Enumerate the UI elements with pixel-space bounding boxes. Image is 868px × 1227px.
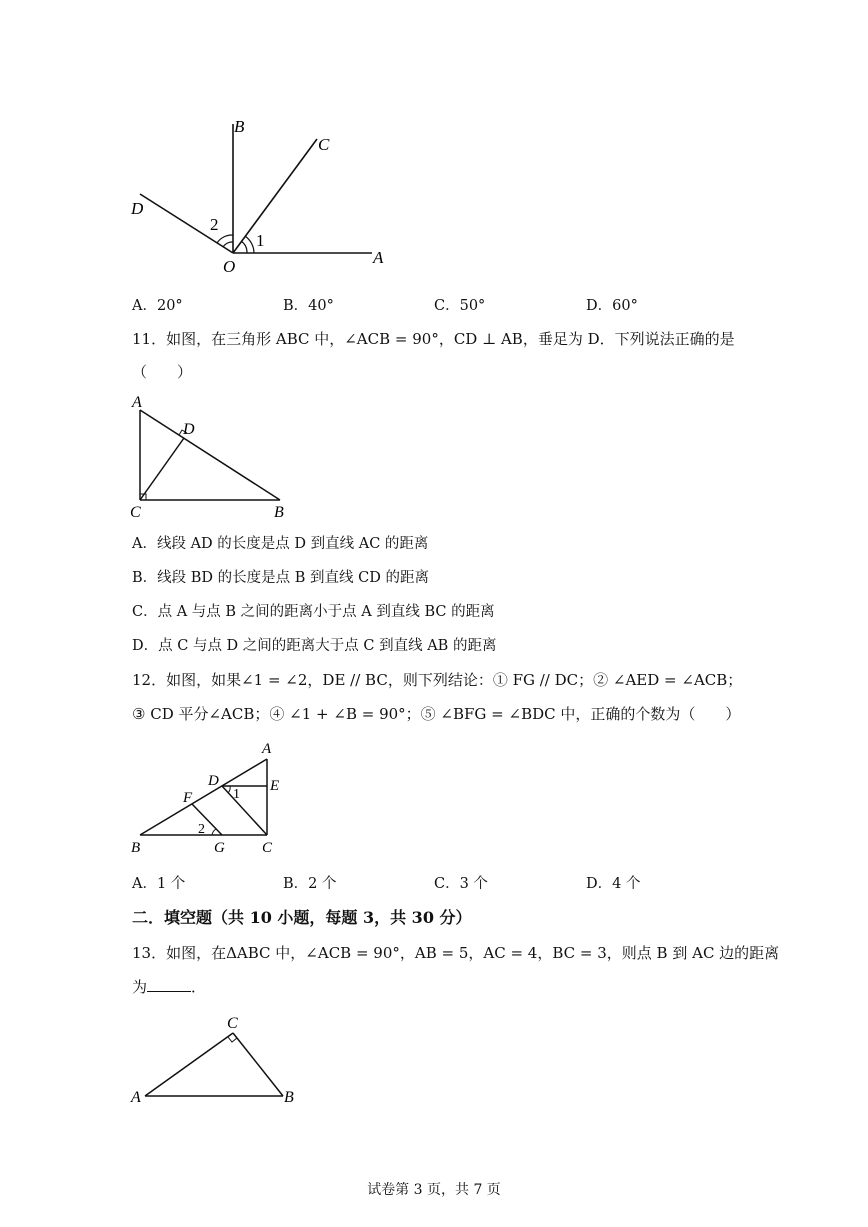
label-angle-2: 2 xyxy=(198,822,205,837)
answer-blank[interactable] xyxy=(147,977,191,992)
side-cb xyxy=(233,1033,283,1096)
angle-2-arc xyxy=(212,829,216,835)
label-d: D xyxy=(208,773,219,789)
label-b: B xyxy=(131,840,141,856)
right-angle-mark-c xyxy=(228,1037,237,1042)
altitude-cd xyxy=(140,438,184,500)
label-e: E xyxy=(270,778,280,794)
q10-angle-figure xyxy=(120,110,410,280)
q13-prefix: 为 xyxy=(132,978,148,996)
label-c: C xyxy=(318,135,330,154)
label-c: C xyxy=(130,504,141,521)
q11-stem-line2: （ ） xyxy=(132,363,193,381)
label-b: B xyxy=(234,117,245,136)
label-d: D xyxy=(183,421,195,438)
q11-option-a[interactable]: A．线段 AD 的长度是点 D 到直线 AC 的距离 xyxy=(132,536,429,552)
q10-option-c[interactable]: C．50° xyxy=(434,298,486,314)
q13-triangle-figure xyxy=(120,1010,310,1110)
q10-option-d[interactable]: D．60° xyxy=(586,298,638,314)
label-c: C xyxy=(227,1015,238,1032)
angle-1-arc xyxy=(228,786,230,793)
q12-triangle-figure xyxy=(120,735,300,860)
q11-option-b[interactable]: B．线段 BD 的长度是点 B 到直线 CD 的距离 xyxy=(132,570,429,586)
angle-1-arc xyxy=(241,241,247,253)
segment-fg xyxy=(192,804,222,835)
segment-dc xyxy=(222,786,267,835)
q12-option-c[interactable]: C．3 个 xyxy=(434,876,488,892)
side-ab xyxy=(140,410,280,500)
q12-option-a[interactable]: A．1 个 xyxy=(132,876,186,892)
label-d: D xyxy=(131,199,144,218)
q13-suffix: ． xyxy=(191,978,207,996)
q13-stem-line2 xyxy=(132,977,206,997)
side-ac xyxy=(145,1033,233,1096)
label-b: B xyxy=(274,504,284,521)
q12-stem-line1: 12．如图，如果∠1 = ∠2，DE // BC，则下列结论：① FG // DC；② ∠AED = ∠ACB； xyxy=(132,671,743,689)
label-o: O xyxy=(223,257,236,276)
q12-stem-line2: ③ CD 平分∠ACB；④ ∠1 + ∠B = 90°；⑤ ∠BFG = ∠BDC 中，正确的个数为（ ） xyxy=(132,705,741,723)
ray-od xyxy=(140,194,233,253)
q11-stem-line1: 11．如图，在三角形 ABC 中，∠ACB = 90°，CD ⊥ AB，垂足为 D．下列说法正确的是 xyxy=(132,330,735,348)
label-b: B xyxy=(284,1089,294,1106)
angle-2-arc-inner xyxy=(223,242,233,247)
q12-option-d[interactable]: D．4 个 xyxy=(586,876,641,892)
label-a: A xyxy=(132,394,142,411)
label-a: A xyxy=(131,1089,141,1106)
q10-option-b[interactable]: B．40° xyxy=(283,298,334,314)
q13-stem-line1: 13．如图，在ΔABC 中，∠ACB = 90°，AB = 5，AC = 4，BC = 3，则点 B 到 AC 边的距离 xyxy=(132,944,780,962)
label-g: G xyxy=(214,840,225,856)
label-angle-1: 1 xyxy=(233,787,240,802)
q12-option-b[interactable]: B．2 个 xyxy=(283,876,337,892)
section-heading: 二．填空题（共 10 小题，每题 3，共 30 分） xyxy=(132,908,472,927)
label-a: A xyxy=(373,248,384,267)
label-angle-2: 2 xyxy=(210,215,219,234)
q11-triangle-figure xyxy=(120,390,300,525)
label-f: F xyxy=(183,790,193,806)
q11-option-d[interactable]: D．点 C 与点 D 之间的距离大于点 C 到直线 AB 的距离 xyxy=(132,638,497,654)
q11-option-c[interactable]: C．点 A 与点 B 之间的距离小于点 A 到直线 BC 的距离 xyxy=(132,604,495,620)
q10-option-a[interactable]: A．20° xyxy=(132,298,183,314)
label-angle-1: 1 xyxy=(256,231,265,250)
label-c: C xyxy=(262,840,273,856)
label-a: A xyxy=(262,741,272,757)
page-footer: 试卷第 3 页，共 7 页 xyxy=(367,1182,501,1198)
